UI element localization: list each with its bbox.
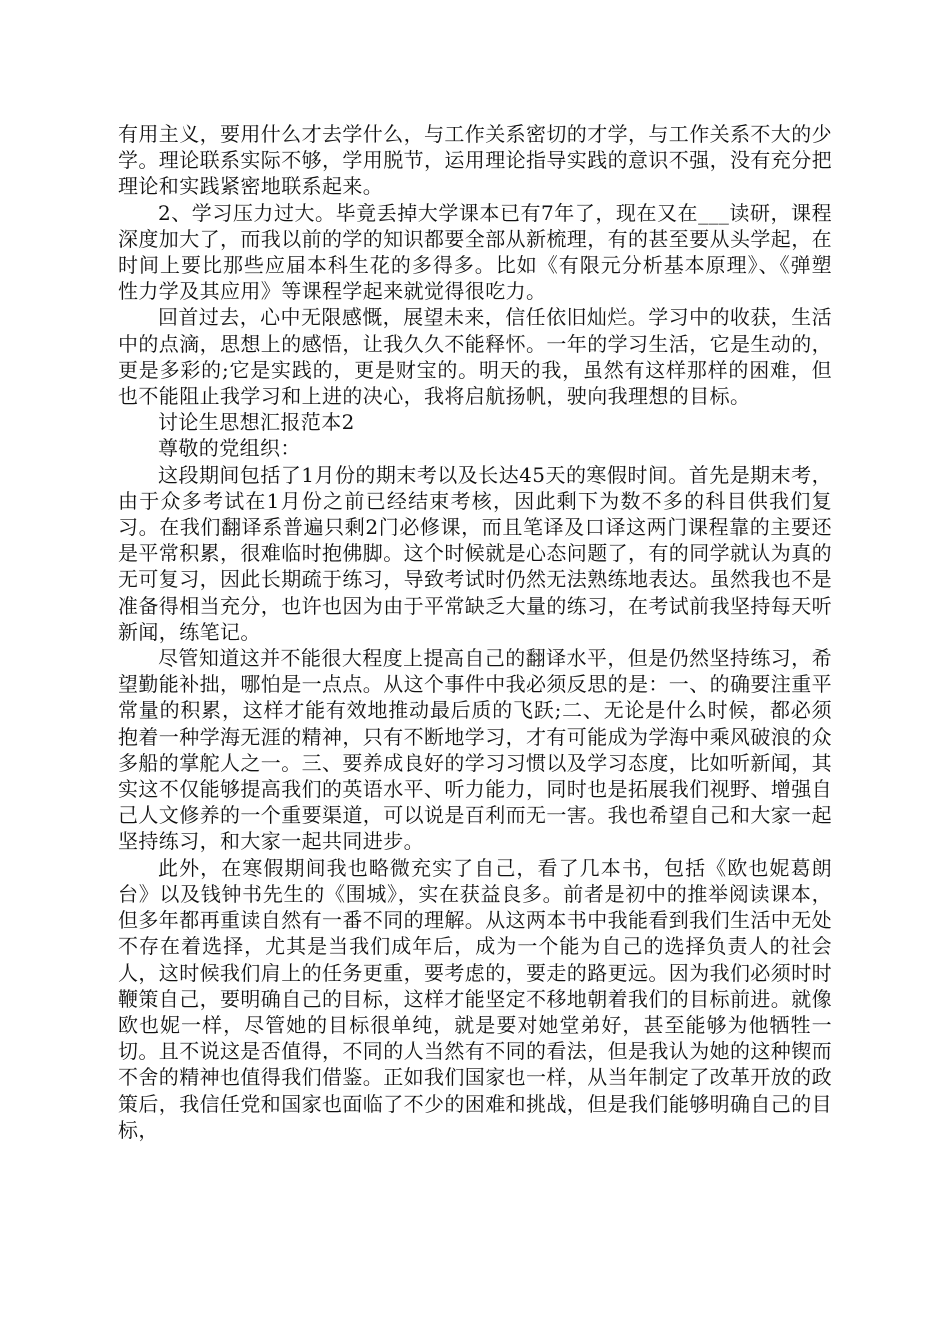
section-title: 讨论生思想汇报范本2 — [158, 410, 355, 435]
paragraph-6: 此外，在寒假期间我也略微充实了自己，看了几本书，包括《欧也妮葛朗台》以及钱钟书先生的《围城》，实在获益良多。前者是初中的推举阅读课本，但多年都再重读自然有一番不同的理解。从这两本书中我能看到我们生活中无处不存在着选择，尤其是当我们成年后，成为一个能为自己的选择负责人的社会人，这时候我们肩上的任务更重，要考虑的，要走的路更远。因为我们必须时时鞭策自己，要明确自己的目标，这样才能坚定不移地朝着我们的目标前进。就像欧也妮一样，尽管她的目标很单纯，就是要对她堂弟好，甚至能够为他牺牲一切。且不说这是否值得，不同的人当然有不同的看法，但是我认为她的这种锲而不舍的精神也值得我们借鉴。正如我们国家也一样，从当年制定了改革开放的政策后，我信任党和国家也面临了不少的困难和挑战，但是我们能够明确自己的目标， — [118, 855, 832, 1142]
document-body — [118, 121, 832, 1143]
paragraph-2: 2、学习压力过大。毕竟丢掉大学课本已有7年了，现在又在___读研，课程深度加大了，而我以前的学的知识都要全部从新梳理，有的甚至要从头学起，在时间上要比那些应届本科生花的多得多。比如《有限元分析基本原理》、《弹塑性力学及其应用》等课程学起来就觉得很吃力。 — [118, 200, 832, 304]
paragraph-3: 回首过去，心中无限感慨，展望未来，信任依旧灿烂。学习中的收获，生活中的点滴，思想上的感悟，让我久久不能释怀。一年的学习生活，它是生动的，更是多彩的;它是实践的，更是财宝的。明天的我，虽然有这样那样的困难，但也不能阻止我学习和上进的决心，我将启航扬帆，驶向我理想的目标。 — [118, 305, 832, 409]
paragraph-4: 这段期间包括了1月份的期末考以及长达45天的寒假时间。首先是期末考，由于众多考试在1月份之前已经结束考核，因此剩下为数不多的科目供我们复习。在我们翻译系普遍只剩2门必修课，而且笔译及口译这两门课程靠的主要还是平常积累，很难临时抱佛脚。这个时候就是心态问题了，有的同学就认为真的无可复习，因此长期疏于练习，导致考试时仍然无法熟练地表达。虽然我也不是准备得相当充分，也许也因为由于平常缺乏大量的练习，在考试前我坚持每天听新闻，练笔记。 — [118, 462, 832, 644]
paragraph-5: 尽管知道这并不能很大程度上提高自己的翻译水平，但是仍然坚持练习，希望勤能补拙，哪怕是一点点。从这个事件中我必须反思的是：一、的确要注重平常量的积累，这样才能有效地推动最后质的飞跃;二、无论是什么时候，都必须抱着一种学海无涯的精神，只有不断地学习，才有可能成为学海中乘风破浪的众多船的掌舵人之一。三、要养成良好的学习习惯以及学习态度，比如听新闻，其实这不仅能够提高我们的英语水平、听力能力，同时也是拓展我们视野、增强自己人文修养的一个重要渠道，可以说是百利而无一害。我也希望自己和大家一起坚持练习，和大家一起共同进步。 — [118, 646, 832, 854]
salutation: 尊敬的党组织： — [158, 436, 301, 461]
paragraph-1: 有用主义，要用什么才去学什么，与工作关系密切的才学，与工作关系不大的少学。理论联系实际不够，学用脱节，运用理论指导实践的意识不强，没有充分把理论和实践紧密地联系起来。 — [118, 122, 832, 199]
